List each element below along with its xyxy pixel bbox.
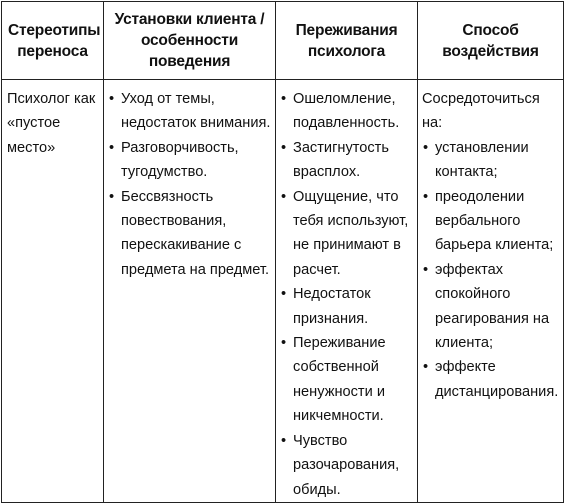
- client-attitudes-list: [108, 87, 271, 282]
- table-row: [2, 80, 564, 503]
- list-item: • Переживание собственной ненужности и никчемности.: [280, 331, 413, 429]
- cell-psychologist-experiences: [276, 80, 418, 503]
- header-client-attitudes: Установки клиента / особенности поведения: [104, 2, 276, 80]
- header-transference-stereotypes: Стереотипы переноса: [2, 2, 104, 80]
- cell-intervention-method: [418, 80, 564, 503]
- list-item: • Ошеломление, подавленность.: [280, 87, 413, 136]
- header-row: [2, 2, 564, 80]
- transference-table: [1, 1, 564, 503]
- header-psychologist-experiences: Переживания психолога: [276, 2, 418, 80]
- list-item: • Бессвязность повествования, перескакивание с предмета на предмет.: [108, 185, 271, 283]
- list-item: • установлении контакта;: [422, 136, 559, 185]
- list-item: • преодолении вербального барьера клиента;: [422, 185, 559, 258]
- list-item: • Разговорчивость, тугодумство.: [108, 136, 271, 185]
- header-intervention-method: Способ воздействия: [418, 2, 564, 80]
- cell-stereotype: Психолог как «пустое место»: [2, 80, 104, 503]
- intervention-intro: Сосредоточиться на:: [422, 91, 540, 132]
- list-item: • Недостаток признания.: [280, 282, 413, 331]
- list-item: • Застигнутость врасплох.: [280, 136, 413, 185]
- list-item: • эффекте дистанцирования.: [422, 355, 559, 404]
- psychologist-experiences-list: [280, 87, 413, 502]
- list-item: • Уход от темы, недостаток внимания.: [108, 87, 271, 136]
- list-item: • эффектах спокойного реагирования на клиента;: [422, 258, 559, 356]
- list-item: • Ощущение, что тебя используют, не принимают в расчет.: [280, 185, 413, 283]
- list-item: • Чувство разочарования, обиды.: [280, 429, 413, 502]
- intervention-list: [422, 136, 559, 404]
- cell-client-attitudes: [104, 80, 276, 503]
